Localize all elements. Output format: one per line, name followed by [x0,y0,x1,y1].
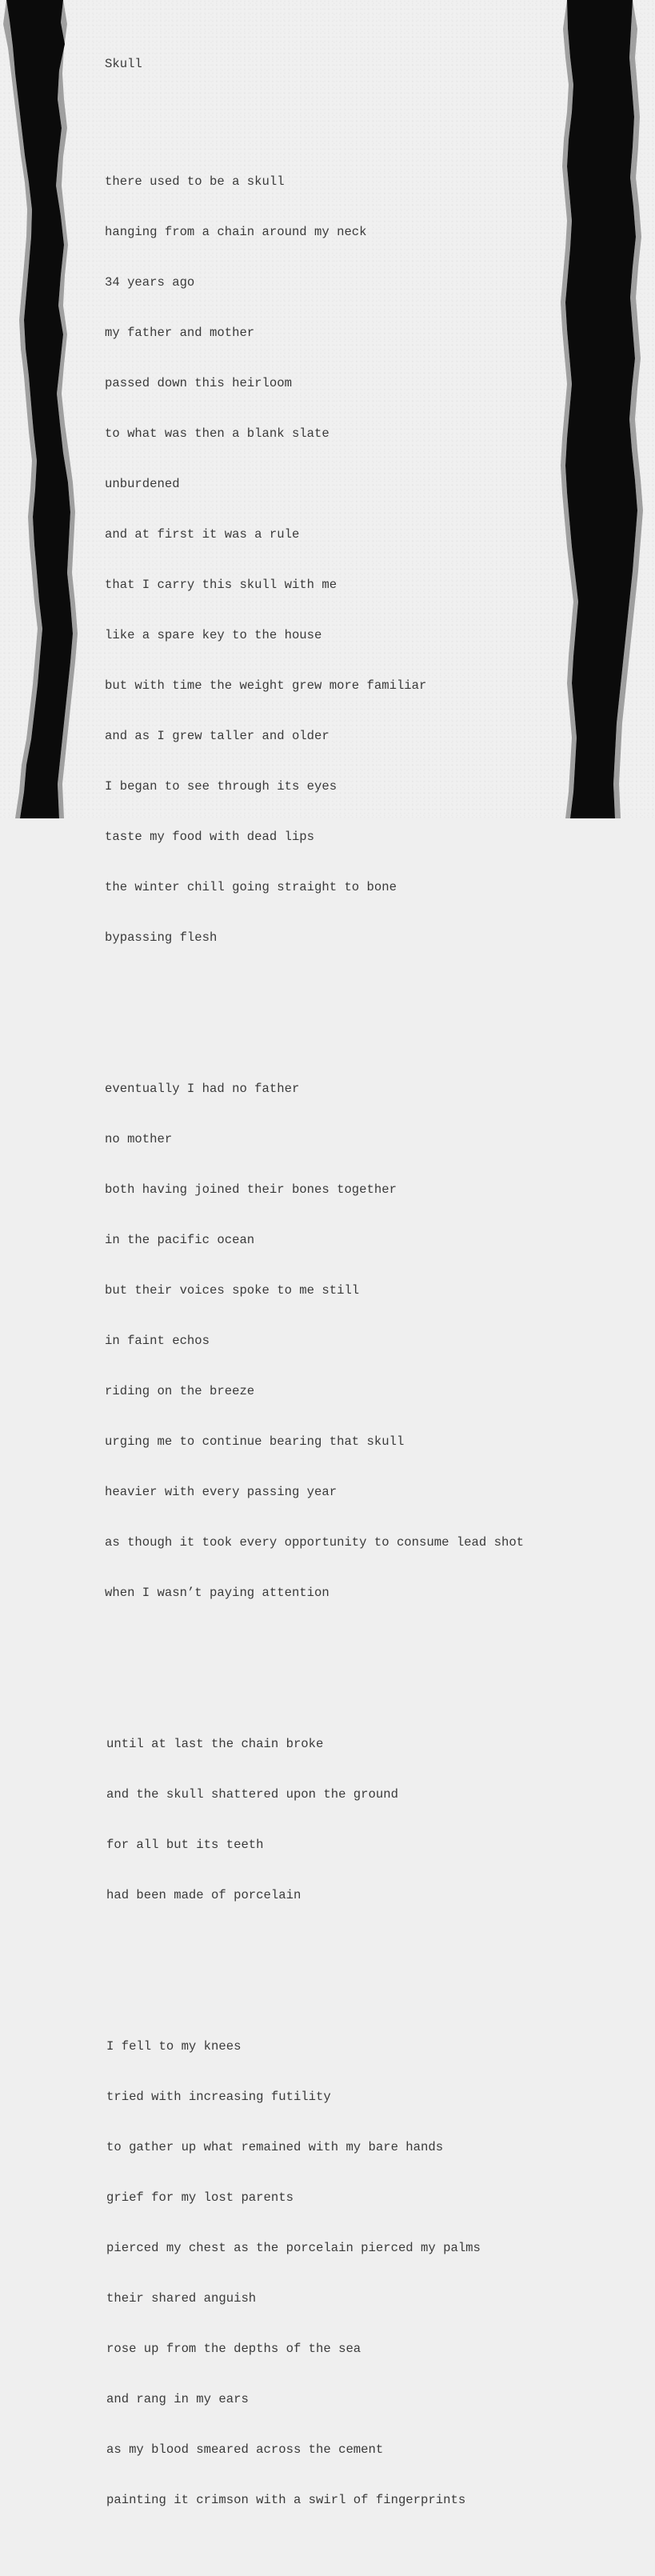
poem-line: and the skull shattered upon the ground [106,1787,398,1802]
poem-stanza-3 [105,1702,569,1938]
left-brush-border [0,0,96,818]
poem-line: passed down this heirloom [105,376,292,390]
poem-title: Skull [105,57,142,71]
poem-line: pierced my chest as the porcelain pierced my palms [106,2241,481,2255]
poem-line: unburdened [105,477,180,491]
poem-stanza-2 [105,1047,569,1635]
poem-line: and at first it was a rule [105,527,300,542]
poem-line: but their voices spoke to me still [105,1283,360,1298]
poem-line: heavier with every passing year [105,1485,337,1499]
poem-line: in the pacific ocean [105,1233,255,1247]
poem-line: bypassing flesh [105,930,218,945]
poem-stanza-4 [105,2005,569,2542]
poem-line: until at last the chain broke [106,1737,324,1751]
poem-line: riding on the breeze [105,1384,255,1398]
poem-line: and as I grew taller and older [105,729,329,743]
poem-line: for all but its teeth [106,1838,264,1852]
poem-line: no mother [105,1132,173,1146]
poem-line: my father and mother [105,326,255,340]
poem-line: as my blood smeared across the cement [106,2442,384,2457]
right-brush-border [559,0,655,818]
poem-line: to gather up what remained with my bare hands [106,2140,444,2154]
poem-line: I fell to my knees [106,2039,242,2054]
poem-line: as though it took every opportunity to consume lead shot [105,1535,525,1550]
poem-line: urging me to continue bearing that skull [105,1434,405,1449]
poem-line: 34 years ago [105,275,195,290]
poem-line: taste my food with dead lips [105,830,315,844]
poem-line: rose up from the depths of the sea [106,2342,361,2356]
poem-line: I began to see through its eyes [105,779,337,794]
poem-line: like a spare key to the house [105,628,322,642]
poem-line: the winter chill going straight to bone [105,880,397,894]
poem-line: and rang in my ears [106,2392,249,2406]
poem-line: tried with increasing futility [106,2090,331,2104]
poem-line: both having joined their bones together [105,1182,397,1197]
poem-line: painting it crimson with a swirl of fingerprints [106,2493,466,2507]
poem-line: there used to be a skull [105,174,285,189]
poem-line: when I wasn’t paying attention [105,1586,329,1600]
poem-stanza-1 [105,140,569,980]
poem-line: in faint echos [105,1334,210,1348]
poem [105,22,569,2576]
poem-line: eventually I had no father [105,1082,300,1096]
poem-line: hanging from a chain around my neck [105,225,367,239]
poem-line: their shared anguish [106,2291,257,2306]
poem-line: but with time the weight grew more familiar [105,678,427,693]
poem-line: had been made of porcelain [106,1888,302,1902]
poem-line: grief for my lost parents [106,2190,294,2205]
poem-line: to what was then a blank slate [105,426,329,441]
poem-line: that I carry this skull with me [105,578,337,592]
